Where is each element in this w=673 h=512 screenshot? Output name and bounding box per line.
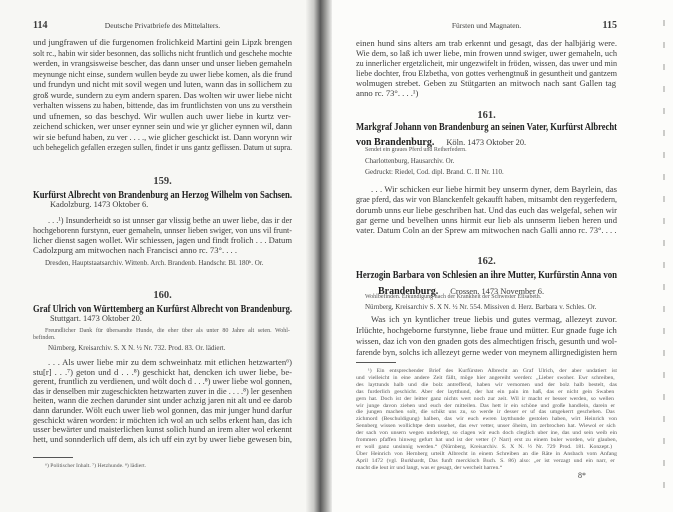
page-number: 114 — [33, 20, 48, 31]
text-line-content: solt rc., habin wir sider besonnen, das sollichs nicht fruntlich und geschehe mochte — [33, 47, 292, 58]
text-line — [33, 132, 292, 143]
book-gutter — [306, 0, 332, 512]
text-line-content: Irlüchte, hochgeborne furstynne, liebe fraue und mütter. Eur gnade fuge ich — [356, 325, 617, 335]
text-line — [356, 48, 617, 58]
text-line — [356, 88, 617, 98]
text-line — [33, 79, 292, 90]
text-line — [33, 215, 292, 225]
text-line-content: . . . Als uwer liebe mir zu dem schweinhatz mit etlichen hetzwarten⁶) — [48, 357, 292, 367]
text-line — [356, 382, 617, 389]
text-line-content: befinden. — [33, 335, 56, 341]
text-line-content: zu innerlicher ergetzlicheit, mir ungezwifelt in fröden, wissen, das uwer und min — [356, 58, 617, 68]
signature-mark: 8* — [578, 471, 586, 480]
footnote: ⁶) Politischer Inhalt. ⁷) Hetzhunde. ⁸) lädiert. — [45, 463, 147, 469]
letter-body — [33, 215, 292, 255]
text-line-content: Was ich yn kyntlicher treue liebis und gutes vermag, allezeyt zuvor. — [371, 314, 617, 324]
letter-place-date: Kadolzburg. 1473 Oktober 6. — [50, 200, 149, 209]
heading-text: Markgraf Johann von Brandenburg an seinen Vater, Kurfürst Albrecht — [356, 122, 617, 133]
letter-heading — [356, 270, 617, 281]
text-line — [33, 245, 292, 255]
text-line-content: und ufnemen, so das beschyd. Wir wullen auch uwer liebe in kurtz ver- — [33, 110, 291, 121]
text-line — [356, 194, 617, 204]
text-line — [33, 328, 292, 335]
text-line — [356, 375, 617, 382]
text-line-content: zeichend schicken, wer unser eynner sein und wie yr glicher eynnen wil, dann — [33, 121, 292, 131]
footnote-rule — [33, 457, 73, 458]
text-line-content: dorumb unns eur liebe geschriben hat. Und das euch das welgefal, sehen wir — [356, 204, 617, 215]
text-line-content: . . . Wir schicken eur liebe hirmit bey unserm dyner, dem Bayrlein, das — [371, 184, 617, 194]
text-line-content: das ir denselben mir zugeschickten hetzwarten zuver in die . . . .⁸) ler gesenhen — [33, 385, 292, 396]
text-line-content: wolmugen strebet. Geben zu Stütgarten an mitwoch nach sant Gallen tag — [356, 78, 617, 88]
text-line — [356, 78, 617, 88]
text-line-content: frommen pfaffen hinweg gefurt hat und ist der vetter (? Narr) erst zu einem buler worden, wir glauben, — [356, 437, 617, 444]
text-line-content: wissen, daz ich von den gnaden gots des almechtigen frisch, gesunth und wol- — [356, 336, 617, 346]
text-line-content: gern hat. Doch ist der leitter ganz nichts wert noch zur zeit. Wil ir macht er besser werden, so wellen — [356, 395, 614, 402]
text-line — [356, 58, 617, 68]
text-line — [33, 111, 292, 122]
text-line-content: usser bewärter und maisterlichen kunst solich hund an irem alter wol erkennt — [33, 424, 292, 435]
letter-body — [356, 314, 617, 358]
footnote-rule — [356, 362, 396, 363]
text-line-content: gerent, fruntlich zu verdienen, und wölt doch d . . .⁸) uwer liebe wol gonnen, — [33, 376, 292, 387]
text-line-content: groß wurde, sundern zu eym andern sparen. Das wolten wir uwer liebe nicht — [33, 89, 292, 100]
letter-summary: Sendet ein graues Pferd und Reiherfedern. — [365, 147, 467, 153]
text-line — [33, 225, 292, 235]
text-line — [356, 444, 617, 451]
page-edge — [663, 20, 665, 490]
heading-text: Herzogin Barbara von Schlesien an ihre Mutter, Kurfürstin Anna von — [356, 270, 617, 281]
text-line-content: wir junge davon ziehen und euch der mitteilen. Das hett ir ein schöne und große handlein, darein er — [356, 402, 616, 409]
text-line — [356, 314, 617, 325]
heading-text: Kurfürst Albrecht von Brandenburg an Herzog Wilhelm von Sachsen. — [33, 190, 292, 201]
letter-number: 162. — [477, 256, 496, 267]
text-line-content: wir sie befund haben, zu ver . . . ., wie glicher geschickt ist. Dann worynn wir — [33, 131, 292, 142]
text-line — [33, 121, 292, 132]
text-line-content: meynunge nicht einse, sundern wullen beyde zu uwer liebe komen, als die frund — [33, 68, 292, 79]
text-line-content: anno rc. 73°. . . .¹) — [356, 88, 419, 98]
letter-place-date: Köln. 1473 Oktober 20. — [446, 138, 527, 147]
letter-source: Nürnberg, Kreisarchiv. S. X N. ½ Nr. 732. Prod. 83. Or. lädiert. — [48, 344, 226, 352]
page-number: 115 — [602, 20, 617, 31]
heading-text: Graf Ulrich von Württemberg an Kurfürst Albrecht von Brandenburg. — [33, 304, 292, 315]
text-line-content: und vielleicht in eine andere Zeit fällt, möge hier angereiht werden: „Lieber swoher. Ewr schreiben, — [356, 374, 615, 381]
text-line-content: hochgeborenn furstynn, euer gemaheln, unnser lieben swiger, von uns vil frunt- — [33, 225, 292, 235]
letter-body — [33, 358, 292, 444]
letter-place-date: Stuttgart. 1473 Oktober 20. — [50, 314, 142, 323]
text-line-content: heiten, wann die zechen darunder sint under achzig jaren nit alt und ee darob — [33, 395, 292, 406]
text-line — [356, 437, 617, 444]
text-line — [356, 389, 617, 396]
text-line — [356, 423, 617, 430]
text-line — [356, 416, 617, 423]
text-line-content: dann darunder. Wölt euch uwer lieb wol gonnen, das mir junger hund darfur — [33, 404, 292, 415]
text-line — [356, 451, 617, 458]
letter-number: 159. — [153, 176, 172, 187]
text-line-content: farende byn, solchs ich allezeyt gerne weder von meynem allirgnedigisten hern — [356, 347, 617, 357]
text-line-content: er woll ganz unsinnig werden.“ (Nürnberg, Kreisarchiv. S. X N. ½ Nr. 729 Prod. 181. Konzept.) — [356, 443, 612, 450]
text-line — [356, 184, 617, 194]
text-line-content: die jungen machen solt, die schikt uns zu, so werde ir desser er uf das umgekerrt geschehen. Das — [356, 409, 615, 416]
text-line-content: vater. Datum Coln an der Sprew am mitwochen nach Galli anno rc. 73°. . . . — [356, 225, 617, 236]
text-line-content: Über Heinrich von Hernberg urteilt Albrecht in einem Schreiben an die Räte in Ansbach vom Anfang — [356, 450, 617, 457]
letter-body — [356, 184, 617, 235]
letter-summary: Wohlbefinden. Erkundigung nach der Krankheit der Schwester Elisabeth. — [365, 294, 542, 300]
text-line — [33, 90, 292, 101]
running-head-title: Deutsche Privatbriefe des Mittelalters. — [104, 21, 221, 30]
text-line-content: macht die leut irr und langt, was er gesagt, der wercheit harren.“ — [356, 464, 503, 471]
text-line-content: Wie dem, so laß ich uwer liebe, min frowen unnd swiger, uwer gemaheln, uch — [356, 48, 617, 58]
text-line-content: verhalten wissens zu haben, bittende, das im fruntlichsten von uns zu versthein — [33, 100, 292, 110]
text-line — [356, 68, 617, 78]
text-line — [33, 335, 292, 342]
text-line-content: ¹) Ein entsprechender Brief des Kurfürsten Albrecht an Graf Ulrich, der aber undatiert ist — [368, 368, 617, 374]
letter-source: Dresden, Hauptstaatsarchiv. Wittenb. Arch. Brandenb. Handschr. Bl. 180ᵇ. Or. — [45, 259, 264, 267]
letter-heading: Brandenburg. — [378, 286, 439, 297]
paragraph-continuation — [356, 38, 617, 98]
letter-place-date: Crossen. 1473 November 6. — [450, 287, 545, 296]
text-line-content: gar gerne und bevelhen unns hirmit eur lieb als unnserm lieben heren und — [356, 214, 617, 225]
text-line — [356, 336, 617, 347]
text-line — [356, 205, 617, 215]
text-line-content: Freundlicher Dank für übersandte Hunde, die eher über als unter 80 Jahre alt seien. Wohl- — [45, 328, 290, 334]
footnote — [356, 368, 617, 472]
text-line-content: der sach von unsern wegen underlegt, so clagen wir euch doch cleglich uber ine, das und sein weib ein — [356, 430, 617, 437]
letter-summary — [33, 328, 292, 342]
paragraph-continuation — [33, 37, 292, 153]
text-line-content: grae pferd, das wir von Blanckenfelt gekaufft haben, mitsambt den reygerfedern, — [356, 194, 617, 205]
text-line-content: einen hund sins alters am trab erkennt und gesagt, das der halbjärig were. — [356, 38, 617, 48]
text-line — [356, 396, 617, 403]
text-line — [356, 347, 617, 358]
letter-heading: von Brandenburg. — [356, 137, 435, 148]
text-line — [356, 325, 617, 336]
text-line-content: und jungfrawen uf die furgenomen frolichkeid Martini gein Lipzk brengen — [33, 37, 292, 47]
text-line-content: des layttunds halb und die bolz antreffend, haben wir vernomen und der bolz halb bestelt, das — [356, 381, 617, 388]
text-line-content: werden, in vrangsisweise bescher, das dann unser und unser lieben gemaheln — [33, 58, 292, 68]
text-line-content: April 1472 (vgl. Burkhardt, Das funft merckisch Buch. S. 86) also: „er ist verzagt und ein narr, er — [356, 457, 615, 464]
text-line-content: stu[r] . . .⁷) geton und d . . .⁸) geschickt hat, dencken ich uwer liebe, be- — [33, 366, 292, 377]
text-line-content: geschickt wären worden: ir möchten ich wol an uch selbs erkent han, das ich — [33, 414, 292, 425]
text-line-content: das furderlich geschicht. Aber der laytthund, der hat ein pain im haß, das er nicht gein Swaben — [356, 388, 615, 395]
text-line — [33, 435, 292, 445]
text-line-content: hett, und sonnderlich uff dem, als ich uff ein zyt by uwer liebe gewesen bin, — [33, 433, 292, 444]
text-line — [33, 142, 292, 153]
letter-number: 160. — [153, 290, 172, 301]
letter-source: Charlottenburg, Hausarchiv. Or. — [365, 157, 455, 165]
text-line — [33, 100, 292, 111]
letter-printed-in: Gedruckt: Riedel, Cod. dipl. Brand. C. II Nr. 110. — [365, 168, 504, 176]
text-line-content: . . .¹) Insunderheidt so ist unnser gar vlissig bethe an uwer liebe, das ir der — [48, 215, 292, 225]
text-line — [356, 225, 617, 235]
text-line — [356, 38, 617, 48]
running-head-title: Fürsten und Magnaten. — [451, 21, 522, 30]
text-line-content: liebe dochter, frou Elzbetha, von gottes verhengtnuß in gesuntheit und gantzem — [356, 68, 617, 78]
text-line-content: licher dienst sagen wollet. Wir schiessen, jagen und findt frolich . . . Datum — [33, 235, 292, 245]
running-head-left — [33, 20, 292, 32]
letter-source: Nürnberg, Kreisarchiv S. X N. ½ Nr. 554. Missiven d. Herz. Barbara v. Schles. Or. — [365, 303, 597, 311]
running-head-right — [356, 20, 617, 32]
text-line-content: zichmord (Beschuldigung) halben, das wir euch ewren laytthunde gestolen haben, wirt Heinrich von — [356, 416, 617, 423]
letter-number: 161. — [477, 110, 496, 121]
text-line-content: Cadolzpurg am mitwochen nach Francisci anno rc. 73°. . . . — [33, 245, 237, 255]
text-line — [33, 58, 292, 69]
text-line — [33, 69, 292, 80]
text-line — [356, 458, 617, 465]
text-line — [33, 37, 292, 48]
text-line-content: uch behegelich gefallen erzegen sullen, findet ir uns gantz geflissen. Datum ut supra. — [33, 142, 292, 152]
text-line — [33, 235, 292, 245]
text-line — [33, 48, 292, 59]
text-line — [356, 368, 617, 375]
text-line — [356, 215, 617, 225]
text-line-content: und frundyn und nicht mit sovil wegen und luten, wann das in sollichem zu — [33, 79, 292, 89]
text-line-content: Sennberg wissen wollichtpe dem ussehet, das ewr vetter, unser öheim, im zerbrochen hat. Wiewol er sich — [356, 423, 616, 430]
